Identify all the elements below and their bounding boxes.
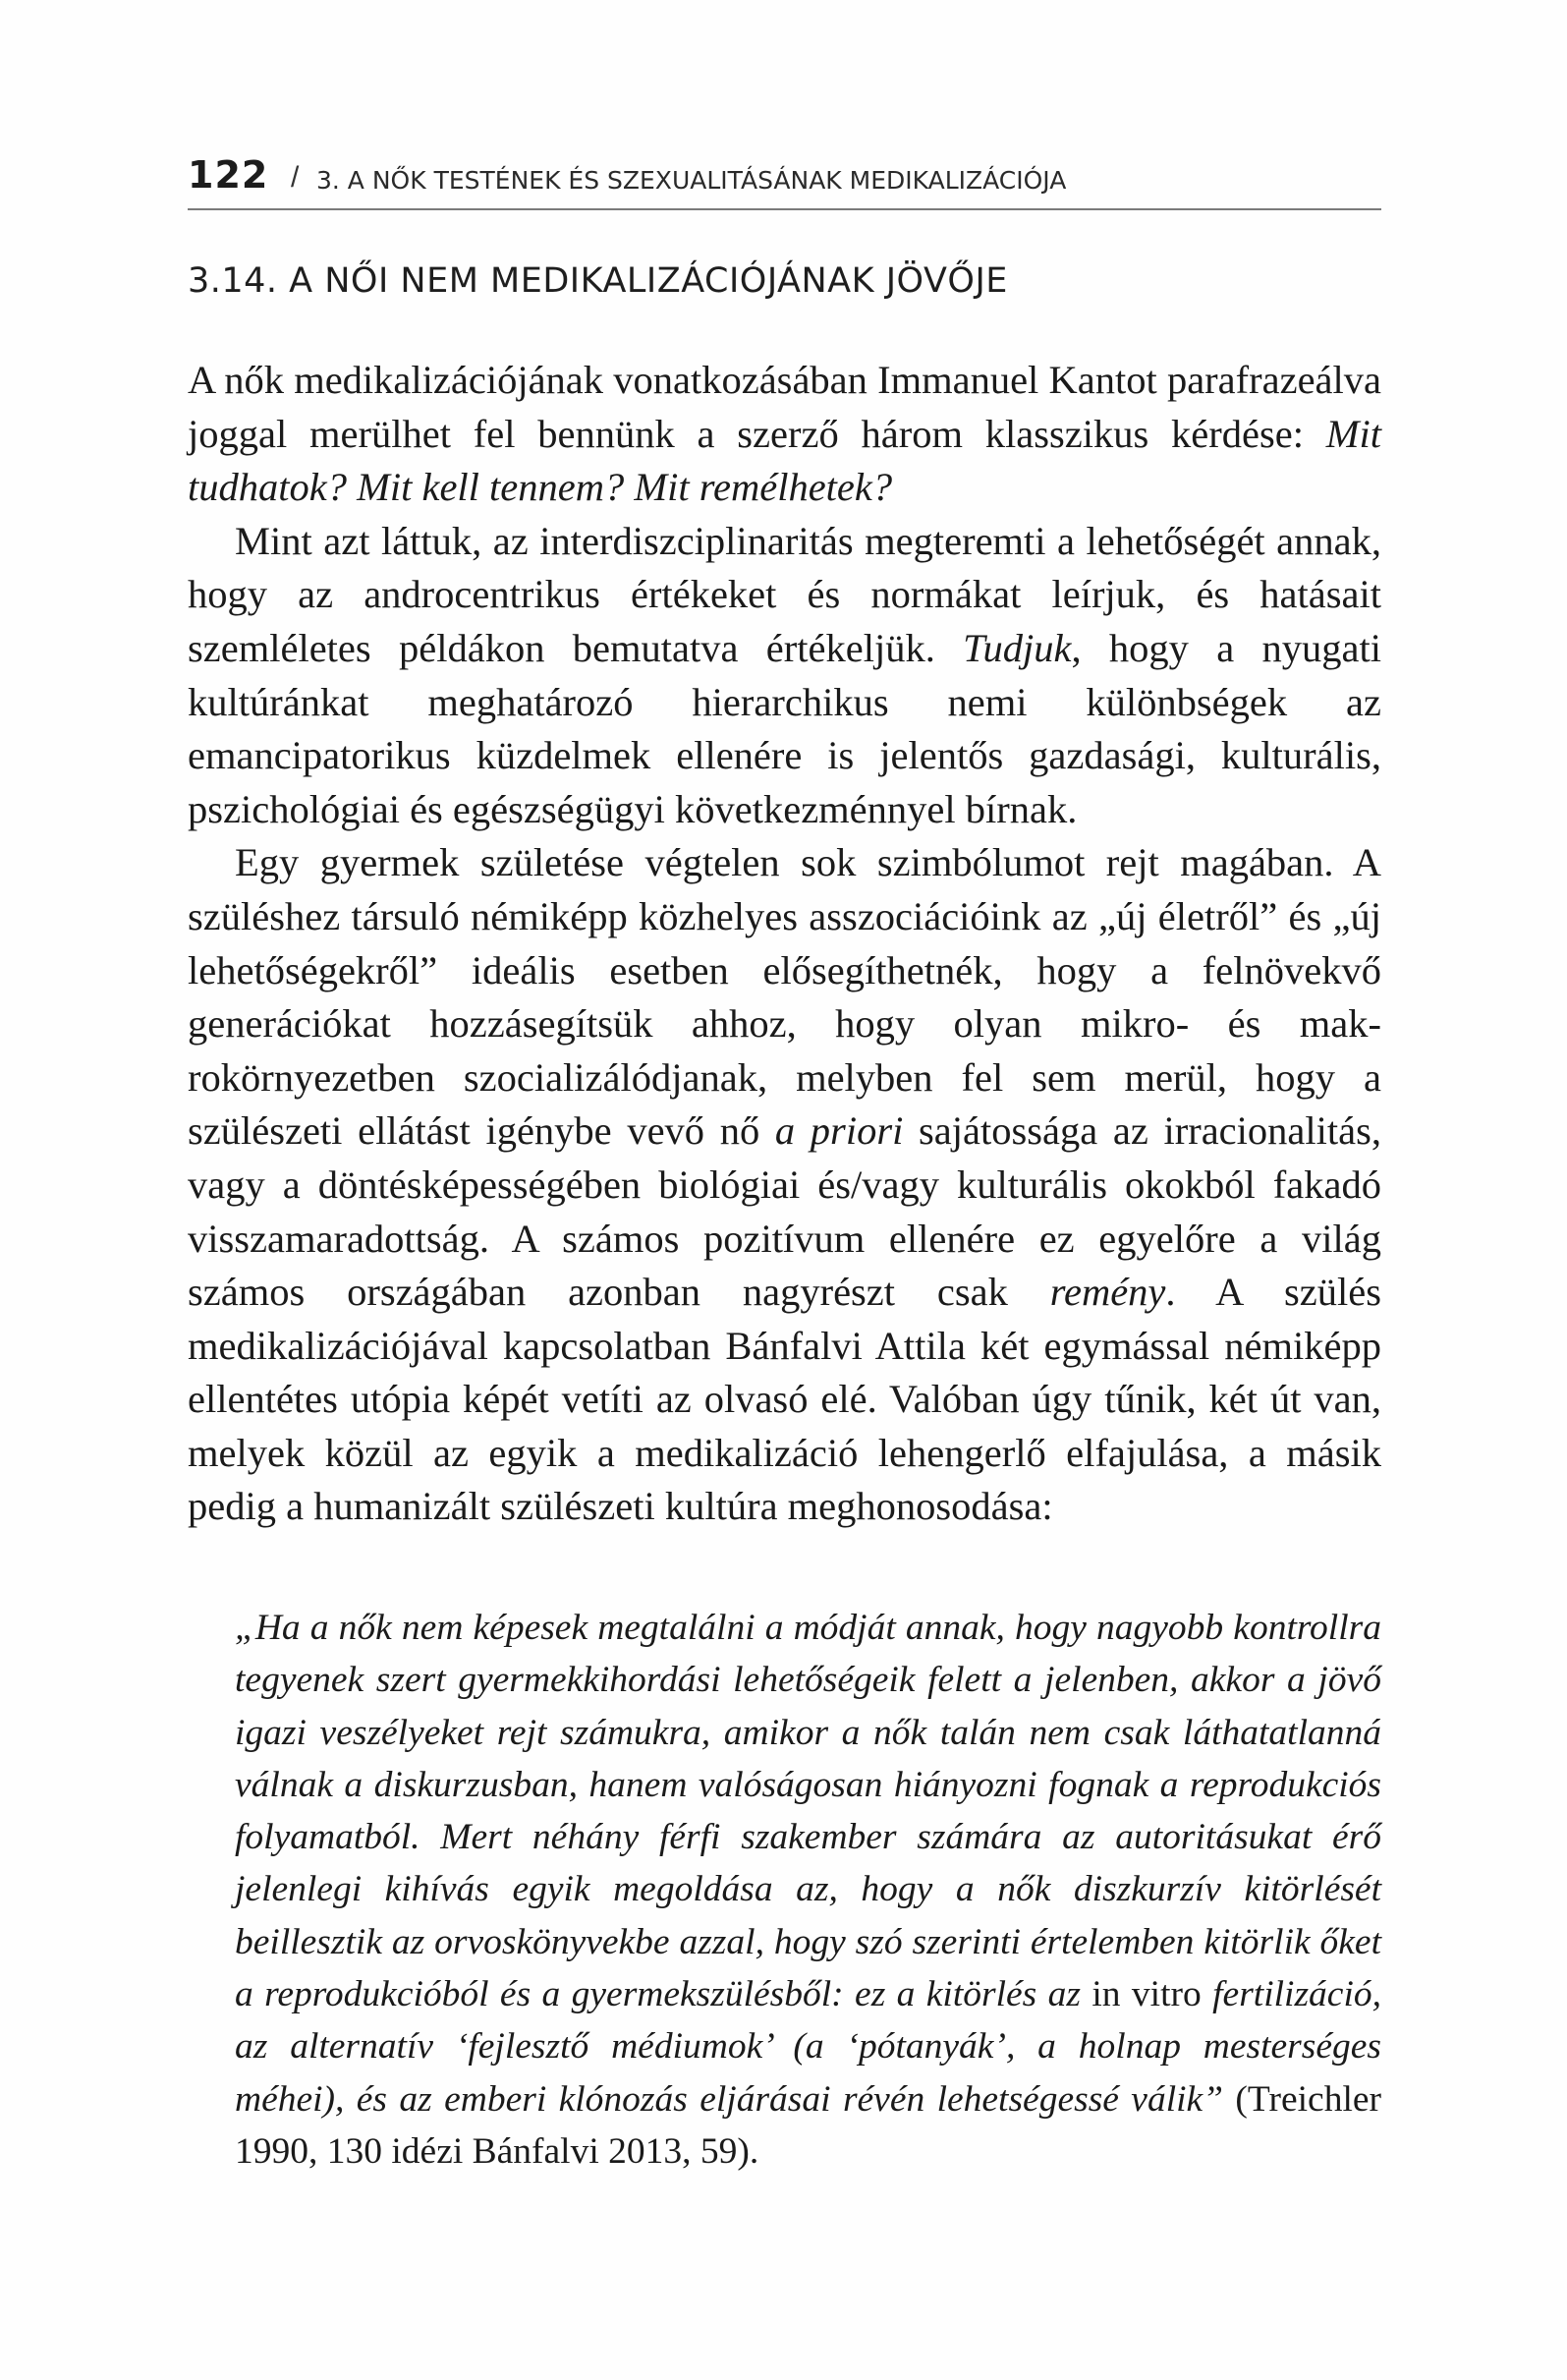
- running-title: 3. A NŐK TESTÉNEK ÉS SZEXUALITÁSÁNAK MEDIKALIZÁCIÓJA: [316, 166, 1067, 195]
- paragraph-text: A nők medikalizációjának vonatkozásában Immanuel Kantot parafrazeálva joggal merülhet fel bennünk a szerző három klasszikus kérdése:: [188, 358, 1381, 456]
- paragraph-text: Egy gyermek születése végtelen sok szimbólumot rejt magában. A szüléshez társuló némiképp közhelyes asszociációink az „új életről” és „új lehetőségekről” ideális esetben elősegíthetnék, hogy a felnövekvő generációkat hozzásegítsük ahhoz, hogy olyan mikro- és makrokörnyezetben szocializálódjanak, melyben fel sem merül, hogy a szülészeti ellátást igénybe vevő nő: [188, 840, 1381, 1154]
- paragraph-3: [188, 836, 1381, 1534]
- section-heading: 3.14. A NŐI NEM MEDIKALIZÁCIÓJÁNAK JÖVŐJE: [188, 261, 1008, 301]
- page-number: 122: [188, 153, 269, 197]
- quote-citation: (Treichler 1990, 130 idézi Bánfalvi 2013, 59).: [235, 2078, 1381, 2172]
- quote-upright-term: in vitro: [1091, 1974, 1202, 2015]
- body-text: [188, 354, 1381, 1534]
- block-quote: [235, 1602, 1381, 2178]
- header-separator: /: [291, 161, 300, 194]
- emphasis: a priori: [774, 1108, 904, 1154]
- emphasis: Tudjuk: [963, 625, 1072, 670]
- quote-paragraph: [235, 1602, 1381, 2178]
- paragraph-text: Mint azt láttuk, az interdiszciplinaritás megteremti a lehetőségét annak, hogy az androcentrikus értékeket és normákat leírjuk, és hatásait szemléletes példákon bemutatva értékeljük.: [188, 518, 1381, 670]
- paragraph-1: [188, 354, 1381, 515]
- emphasis: Mit tudhatok? Mit kell tennem? Mit remélhetek?: [188, 411, 1381, 510]
- quote-text: „Ha a nők nem képesek megtalálni a módját annak, hogy nagyobb kontrollra tegyenek szert gyermekkihordási lehetőségeik felett a jelenben, akkor a jövő igazi veszélyeket rejt számukra, amikor a nők talán nem csak láthatatlanná válnak a diskurzusban, hanem valóságosan hiányozni fognak a reprodukciós folyamatból. Mert néhány férfi szakember számára az autoritásukat érő jelenlegi kihívás egyik megoldása az, hogy a nők diszkurzív kitörlését beillesztik az orvoskönyvekbe azzal, hogy szó szerinti értelemben kitörlik őket a reprodukcióból és a gyermekszülésből: ez a kitörlés az: [235, 1608, 1381, 2015]
- paragraph-text: , hogy a nyugati kultúránkat meghatározó hierarchikus nemi különbségek az emancipatorikus küzdelmek ellenére is jelentős gazdasági, kulturális, pszichológiai és egészségügyi következménnyel bírnak.: [188, 625, 1381, 831]
- quote-text: fertilizáció, az alternatív ‘fejlesztő médiumok’ (a ‘pótanyák’, a holnap mesterséges méhei), és az emberi klónozás eljárásai révén lehetségessé válik”: [235, 1974, 1381, 2120]
- emphasis: remény: [1049, 1270, 1166, 1315]
- paragraph-2: [188, 515, 1381, 837]
- running-header: [188, 147, 1381, 210]
- paragraph-text: sajátossága az irracionalitás, vagy a döntésképességében biológiai és/vagy kulturális okokból fakadó visszamaradottság. A számos pozitívum ellenére ez egyelőre a világ számos országában azonban nagyrészt csak: [188, 1108, 1382, 1315]
- paragraph-text: . A szülés medikalizációjával kapcsolatban Bánfalvi Attila két egymással némiképp ellentétes utópia képét vetíti az olvasó elé. Valóban úgy tűnik, két út van, melyek közül az egyik a medikalizáció lehengerlő elfajulása, a másik pedig a humanizált szülészeti kultúra meghonosodása:: [188, 1270, 1381, 1529]
